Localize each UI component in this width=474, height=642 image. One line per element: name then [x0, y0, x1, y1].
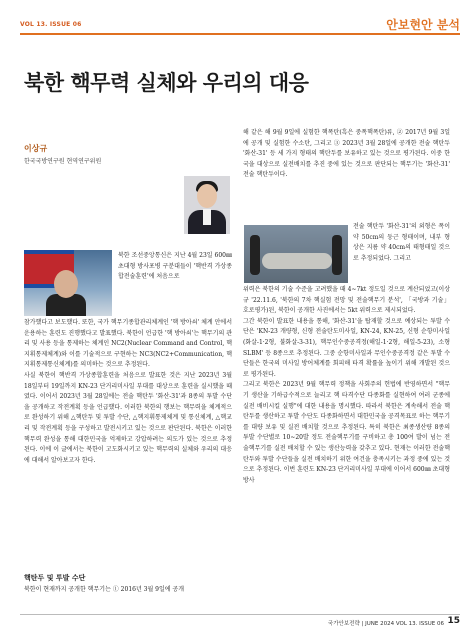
page-number: 15	[447, 616, 460, 626]
header-rule	[20, 33, 460, 35]
news-photo-warhead	[244, 225, 348, 283]
author-name: 이상규	[24, 144, 48, 153]
article-title: 북한 핵무력 실체와 우리의 대응	[24, 71, 309, 95]
section-title: 안보현안 분석	[386, 18, 460, 32]
footer-rule	[20, 614, 460, 615]
body-text-col1-intro: 북한 조선중앙통신은 지난 4월 23일 600㎜ 초대형 방사포병 구분대들이 '핵반격 가상종합전술훈련'에 처음으로	[118, 252, 232, 281]
section-subheading: 핵탄두 및 투발 수단	[24, 574, 86, 582]
body-text-col2-beside-image: 전술 핵탄두 '화산-31'의 외형은 폭이 약 50cm의 둥근 형태이며, 내부 형상은 지름 약 40cm의 태형태일 것으로 추정되었다. 그리고	[353, 223, 450, 262]
footer-text: 국가안보전략 | JUNE 2024 VOL 13. ISSUE 06	[327, 621, 444, 627]
author-photo	[184, 176, 230, 234]
news-photo-leader	[24, 250, 112, 316]
body-text-col1-tail: 북한이 현재까지 공개한 핵무기는 ① 2016년 3월 9일에 공개	[24, 586, 185, 593]
body-text-col1-main: 참가했다고 보도했다. 또한, 국가 핵무기종합관리체계인 '핵 방아쇠' 체계 안에서 운용하는 훈련도 진행했다고 발표했다. 북한이 언급한 '핵 방아쇠'는 핵무기의 관리 및 사용 등을 통제하는 체계인 NC2(Nuclear Command and Control, 핵지휘통제체계)와 이를 기술적으로 구현하는 NC3(NC2+Communication, 핵지휘통제통신체계)를 의미하는 것으로 추정된다. 사실 북한이 핵반격 가상종합훈련을 처음으로 발표한 것은 지난 2023년 3월 18일부터 19일까지 KN-23 단거리미사일 부대를 대상으로 훈련을 실시했을 때였다. 이어서 2023년 3월 28일에는 전술 핵탄두 '화산-31'과 8종의 투발 수단을 공개하고 작전계획 등을 언급했다. 이러한 북한의 행보는 핵무력을 체계적으로 완성하기 위해 △핵탄두 및 투발 수단, △핵지휘통제체계 및 통신체계, △핵교리 및 작전계획 등을 구성하고 발전시키고 있는 것으로 판단된다. 북한은 이러한 핵무력 완성을 통해 대한민국을 억제하고 강압하려는 의도가 있는 것으로 추정된다. 이에 이 글에서는 북한이 고도화시키고 있는 핵무력의 실체와 우리의 대응에 대해서 알아보고자 한다.	[24, 319, 232, 464]
body-text-col2-main: 위력은 북한의 기술 수준을 고려했을 때 4~7kt 정도일 것으로 계산되었고(이상규 '22.11.6, '북한의 7차 핵실험 전망 및 전술핵무기 분석', 「국방과 기술」 호로평가)된, 북한이 공개한 사진에서는 5kt 위력으로 제시되었다. 그간 북한이 발표한 내용을 통해, '화산-31'을 탑재할 것으로 예상되는 투발 수단은 'KN-23 개량형, 신형 전술탄도미사일, KN-24, KN-25, 신형 순항미사일(화살-1·2형, 불화살-3-31), 핵무인수중공격정(해일-1·2형, 해일-5-23), 소형 SLBM' 등 8종으로 추정된다. 그중 순항미사일과 무인수중공격정 같은 투발 수단들은 한국의 미사일 방어체계를 회피해 타격 확률을 높이기 위해 개발된 것으로 평가된다. 그리고 북한은 2023년 9월 핵무력 정책을 사회주의 헌법에 반영하면서 "핵무기 생산을 기하급수적으로 늘리고 핵 타격수단 다종화를 실현하여 여러 군종에 실전 배비시킬 실행"에 대한 내용을 명시했다. 따라서 북한은 계속해서 전술 핵탄두를 생산하고 투발 수단도 다종화하면서 대한민국을 공격목표로 하는 핵무기를 대량 보유 및 실전 배치할 것으로 추정된다. 특히 북한은 최종생산량 8종의 투발 수단별로 10~20발 정도 전술핵무기를 구비하고 총 100여 발이 넘는 전술핵무기를 실전 배치할 수 있는 생산능력을 갖추고 있다. 현재는 이러한 전술핵탄두와 투발 수단들을 실전 배치하기 위한 여건을 충족시키는 과정 중에 있는 것으로 추정된다. 이번 훈련도 KN-23 단거리미사일 부대에 이어서 600㎜ 초대형 방사	[243, 286, 450, 484]
author-affiliation: 한국국방연구원 현역연구위원	[24, 158, 102, 165]
issue-label: VOL 13. ISSUE 06	[20, 21, 82, 28]
body-text-col2-top: 해 같은 해 9월 9일에 실험한 핵폭탄(흑은 중폭핵폭탄)류, ② 2017년 9월 3일에 공개 및 실험한 수소탄, 그리고 ③ 2023년 3월 28일에 공개한 전술 핵탄두 '화산-31' 등 세 가지 형태의 핵탄두를 보유하고 있는 것으로 평가된다. 이중 한국을 대상으로 실전배치를 추진 중에 있는 것으로 판단되는 핵무기는 '화산-31' 전술 핵탄두이다.	[243, 129, 450, 179]
